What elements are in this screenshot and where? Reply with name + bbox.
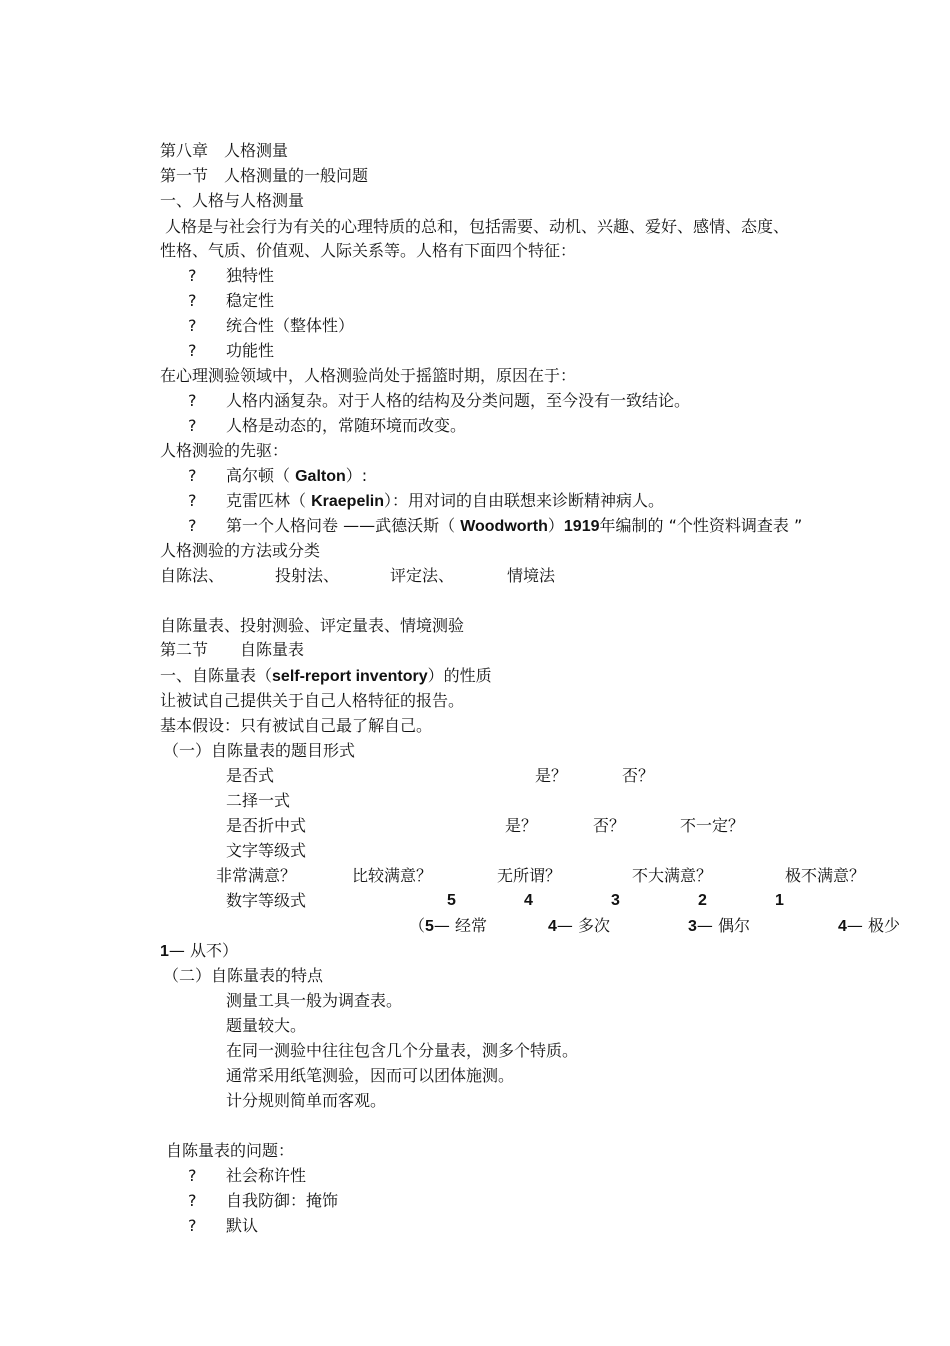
section-2-title: 第二节 自陈量表 <box>160 640 305 659</box>
self-report-prefix: 一、自陈量表（ <box>160 666 273 685</box>
list-item: 自我防御：掩饰 <box>226 1191 339 1210</box>
pioneer-galton-suffix: ）: <box>345 466 368 485</box>
list-item: 独特性 <box>226 266 275 285</box>
verbal-option: 极不满意？ <box>785 866 866 885</box>
list-item: 功能性 <box>226 341 275 360</box>
legend-number: 3 <box>688 918 697 935</box>
legend-text: — 偶尔 <box>696 916 750 935</box>
subsection-1-title: 一、人格与人格测量 <box>160 191 305 210</box>
list-item: 社会称许性 <box>226 1166 307 1185</box>
reasons-intro: 在心理测验领域中，人格测验尚处于摇篮时期，原因在于： <box>160 366 577 385</box>
numeric-option: 2 <box>698 892 707 909</box>
bullet-icon: ? <box>188 1191 197 1210</box>
format-yesno-option: 否？ <box>622 766 655 785</box>
list-item: 人格内涵复杂。对于人格的结构及分类问题，至今没有一致结论。 <box>226 391 691 410</box>
basic-assumption: 基本假设：只有被试自己最了解自己。 <box>160 716 433 735</box>
bullet-icon: ? <box>188 266 197 285</box>
form-heading: （一）自陈量表的题目形式 <box>163 741 356 760</box>
method-item: 投射法、 <box>275 566 340 585</box>
numeric-option: 3 <box>611 892 620 909</box>
pioneer-woodworth-year: 1919 <box>563 518 600 535</box>
verbal-option: 不大满意？ <box>632 866 713 885</box>
list-item: 默认 <box>226 1216 259 1235</box>
legend-number: 1 <box>160 943 169 960</box>
self-report-heading <box>160 666 492 687</box>
list-item: 人格是动态的，常随环境而改变。 <box>226 416 467 435</box>
method-item: 自陈法、 <box>160 566 225 585</box>
paragraph-1-line-1: 人格是与社会行为有关的心理特质的总和，包括需要、动机、兴趣、爱好、感情、态度、 <box>165 217 790 236</box>
bullet-icon: ? <box>188 391 197 410</box>
list-item: 在同一测验中往往包含几个分量表，测多个特质。 <box>226 1041 579 1060</box>
legend-number: 4 <box>838 918 847 935</box>
bullet-icon: ? <box>188 341 197 360</box>
format-numeric-label: 数字等级式 <box>226 891 307 910</box>
self-report-term: self-report inventory <box>272 668 428 685</box>
categories-line: 自陈量表、投射测验、评定量表、情境测验 <box>160 616 465 635</box>
format-yesno-option: 是？ <box>535 766 568 785</box>
legend-text: — 经常 <box>433 916 488 935</box>
bullet-icon: ? <box>188 466 197 485</box>
pioneer-woodworth-name: Woodworth <box>460 518 548 535</box>
bullet-icon: ? <box>188 516 197 535</box>
legend-text: — 极少 <box>846 916 900 935</box>
list-item: 测量工具一般为调查表。 <box>226 991 403 1010</box>
chapter-title: 第八章 人格测量 <box>160 141 289 160</box>
legend-text: — 从不） <box>168 941 238 960</box>
pioneer-galton-name: Galton <box>295 468 346 485</box>
problem-heading: 自陈量表的问题： <box>166 1141 295 1160</box>
legend-text: — 多次 <box>556 916 610 935</box>
format-yesno-label: 是否式 <box>226 766 275 785</box>
bullet-icon: ? <box>188 1216 197 1235</box>
numeric-option: 4 <box>524 892 533 909</box>
pioneer-galton-prefix: 高尔顿（ <box>226 466 296 485</box>
self-report-definition: 让被试自己提供关于自己人格特征的报告。 <box>160 691 465 710</box>
list-item: 计分规则简单而客观。 <box>226 1091 387 1110</box>
method-item: 评定法、 <box>390 566 455 585</box>
bullet-icon: ? <box>188 291 197 310</box>
verbal-option: 无所谓？ <box>497 866 562 885</box>
bullet-icon: ? <box>188 1166 197 1185</box>
pioneer-woodworth-mid: ） <box>547 516 564 535</box>
numeric-option: 5 <box>447 892 456 909</box>
scale-legend <box>838 916 900 937</box>
scale-legend <box>688 916 750 937</box>
pioneer-kraepelin-name: Kraepelin <box>311 493 385 510</box>
pioneer-woodworth-suffix: 年编制的 “个性资料调查表 ” <box>599 516 803 535</box>
legend-number: 5 <box>425 918 434 935</box>
list-item: 题量较大。 <box>226 1016 307 1035</box>
bullet-icon: ? <box>188 316 197 335</box>
pioneers-intro: 人格测验的先驱： <box>160 441 289 460</box>
numeric-option: 1 <box>775 892 784 909</box>
scale-legend <box>409 916 487 937</box>
legend-paren: （ <box>409 916 426 935</box>
format-choice-label: 二择一式 <box>226 791 291 810</box>
pioneer-kraepelin-suffix: ）：用对词的自由联想来诊断精神病人。 <box>384 491 665 510</box>
list-item: 通常采用纸笔测验，因而可以团体施测。 <box>226 1066 515 1085</box>
paragraph-1-line-2: 性格、气质、价值观、人际关系等。人格有下面四个特征： <box>160 241 577 260</box>
list-item: 统合性（整体性） <box>226 316 355 335</box>
scale-legend <box>160 941 238 962</box>
pioneer-kraepelin-prefix: 克雷匹林（ <box>226 491 312 510</box>
pioneer-woodworth-prefix: 第一个人格问卷 ——武德沃斯（ <box>226 516 461 535</box>
section-1-title: 第一节 人格测量的一般问题 <box>160 166 369 185</box>
legend-number: 4 <box>548 918 557 935</box>
feature-heading: （二）自陈量表的特点 <box>163 966 324 985</box>
format-verbal-label: 文字等级式 <box>226 841 307 860</box>
scale-legend <box>548 916 610 937</box>
bullet-icon: ? <box>188 416 197 435</box>
method-item: 情境法 <box>507 566 556 585</box>
list-item: 稳定性 <box>226 291 275 310</box>
verbal-option: 非常满意？ <box>216 866 297 885</box>
bullet-icon: ? <box>188 491 197 510</box>
pioneer-kraepelin <box>226 491 664 512</box>
methods-heading: 人格测验的方法或分类 <box>160 541 321 560</box>
format-neutral-label: 是否折中式 <box>226 816 307 835</box>
pioneer-woodworth <box>226 516 802 537</box>
format-neutral-option: 是？ <box>505 816 538 835</box>
pioneer-galton <box>226 466 367 487</box>
format-neutral-option: 否？ <box>593 816 626 835</box>
self-report-suffix: ）的性质 <box>427 666 492 685</box>
verbal-option: 比较满意？ <box>352 866 433 885</box>
format-neutral-option: 不一定？ <box>680 816 745 835</box>
